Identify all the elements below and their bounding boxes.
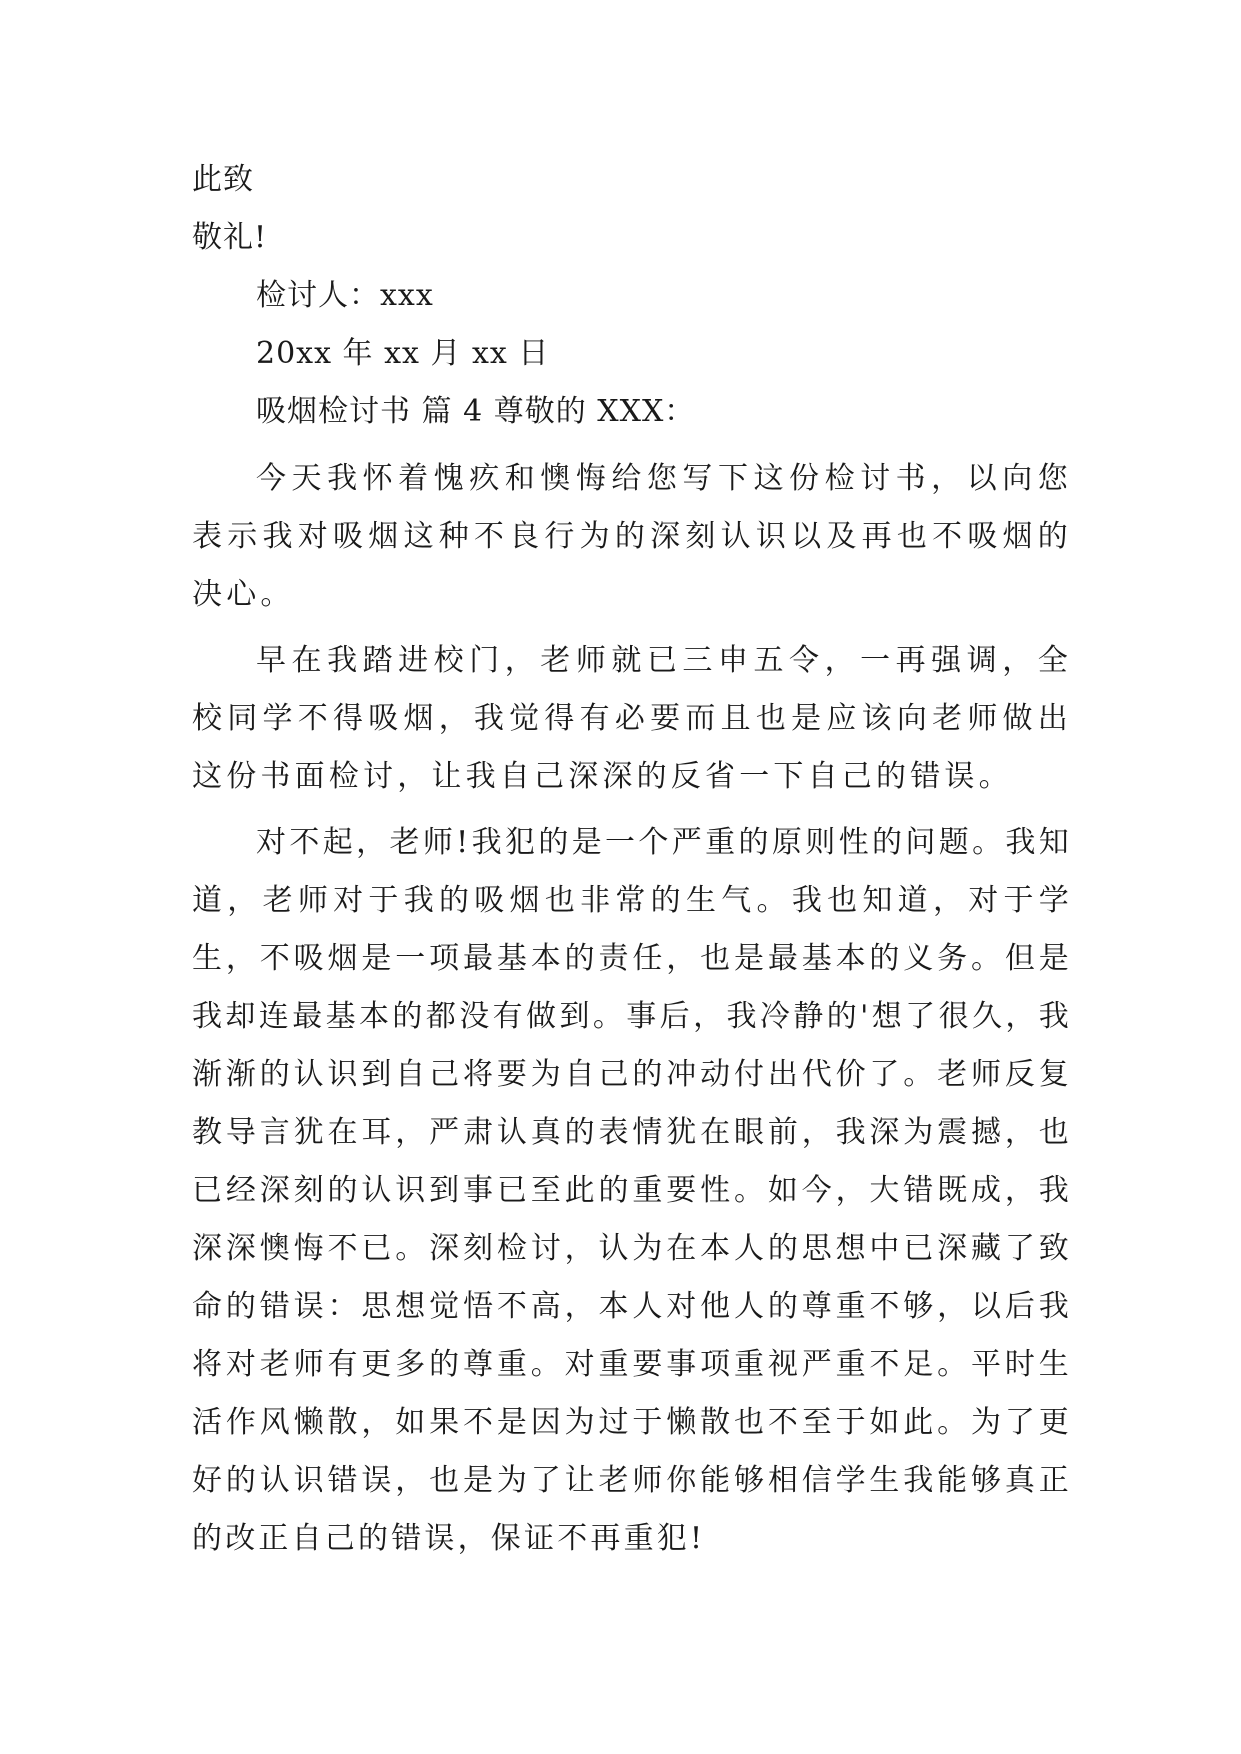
closing-salutation: 此致 [192,162,254,197]
paragraph-1: 今天我怀着愧疚和懊悔给您写下这份检讨书，以向您表示我对吸烟这种不良行为的深刻认识以及再也不吸烟的决心。 [192,461,1072,612]
paragraph-2: 早在我踏进校门，老师就已三申五令，一再强调，全校同学不得吸烟，我觉得有必要而且也是应该向老师做出这份书面检讨，让我自己深深的反省一下自己的错误。 [192,643,1072,794]
section-heading: 吸烟检讨书 篇 4 尊敬的 XXX： [256,394,696,429]
signature-author: 检讨人：xxx [256,278,434,313]
paragraph-3: 对不起，老师!我犯的是一个严重的原则性的问题。我知道，老师对于我的吸烟也非常的生气。我也知道，对于学生，不吸烟是一项最基本的责任，也是最基本的义务。但是我却连最基本的都没有做到。事后，我冷静的'想了很久，我渐渐的认识到自己将要为自己的冲动付出代价了。老师反复教导言犹在耳，严肃认真的表情犹在眼前，我深为震撼，也已经深刻的认识到事已至此的重要性。如今，大错既成，我深深懊悔不已。深刻检讨，认为在本人的思想中已深藏了致命的错误：思想觉悟不高，本人对他人的尊重不够，以后我将对老师有更多的尊重。对重要事项重视严重不足。平时生活作风懒散，如果不是因为过于懒散也不至于如此。为了更好的认识错误，也是为了让老师你能够相信学生我能够真正的改正自己的错误，保证不再重犯! [192,825,1072,1556]
document-body [192,160,1072,1576]
closing-regards: 敬礼! [192,220,268,255]
signature-date: 20xx 年 xx 月 xx 日 [256,336,550,371]
